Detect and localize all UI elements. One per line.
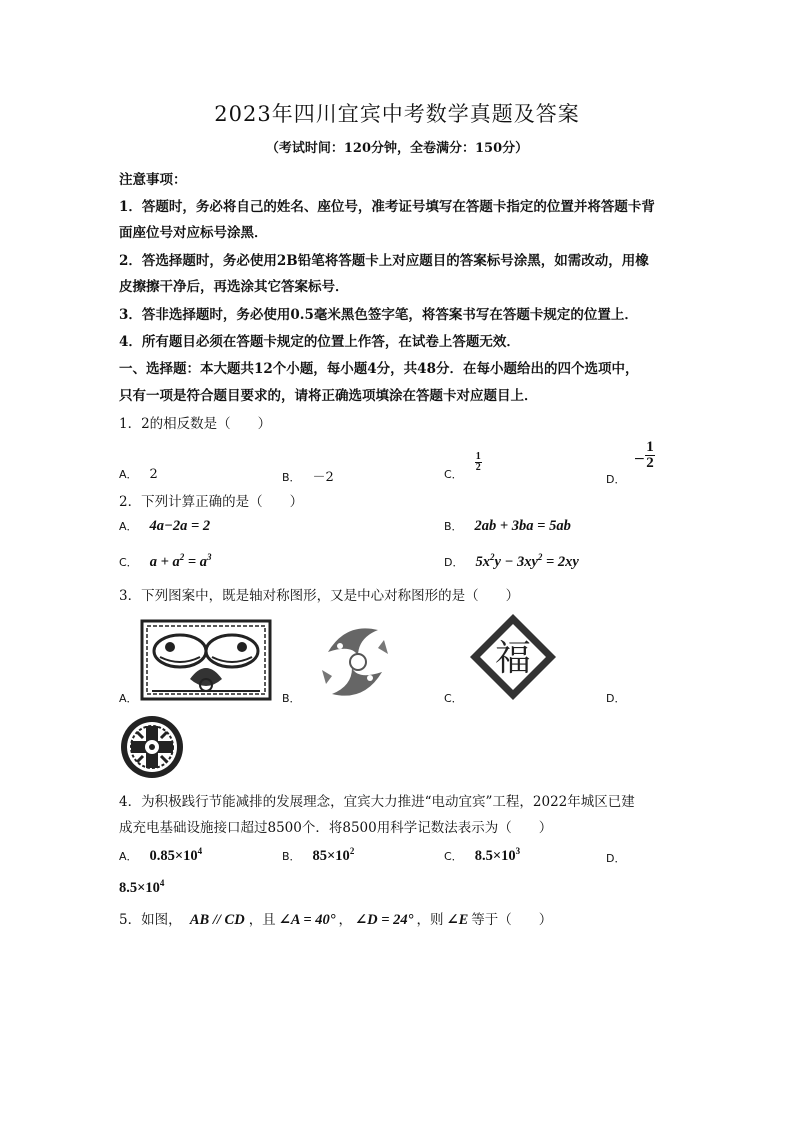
q2-stem: 2．下列计算正确的是（ ）: [119, 494, 304, 510]
q3-option-c-label: C．: [444, 692, 463, 705]
q4-option-b-label: B．: [282, 850, 301, 863]
q3-image-b-swirl-fish: [318, 622, 392, 702]
q2-option-b-label: B．: [444, 520, 463, 533]
note-1-line-a: 1．答题时，务必将自己的姓名、座位号，准考证号填写在答题卡指定的位置并将答题卡背: [119, 199, 655, 215]
q4-option-b-exp: 2: [349, 846, 355, 856]
q5-stem-part1: 5．如图，: [119, 912, 182, 928]
q2-option-c: [119, 552, 211, 571]
q4-option-d-base: 8.5×10: [119, 880, 160, 896]
q4-option-a: [119, 846, 202, 865]
q3-stem: 3．下列图案中，既是轴对称图形，又是中心对称图形的是（ ）: [119, 588, 520, 604]
q2-option-b-expr: 2ab + 3ba = 5ab: [474, 518, 571, 534]
section1-line-a: 一、选择题：本大题共12个小题，每小题4分，共48分．在每小题给出的四个选项中，: [119, 361, 639, 377]
q4-option-a-exp: 4: [197, 846, 203, 856]
q5-stem-part2: ，且: [248, 912, 276, 928]
q2-option-c-expr: [150, 554, 212, 570]
q4-stem-line-a: 4．为积极践行节能减排的发展理念，宜宾大力推进“电动宜宾”工程，2022年城区已建: [119, 794, 635, 810]
q4-option-a-label: A．: [119, 850, 138, 863]
q2-option-d-part2: y − 3xy: [494, 554, 538, 570]
q2-option-d-label: D．: [444, 556, 464, 569]
q3-fu-character: 福: [494, 638, 532, 679]
note-1-line-b: 面座位号对应标号涂黑．: [119, 225, 268, 241]
note-2-line-b: 皮擦擦干净后，再选涂其它答案标号．: [119, 279, 349, 295]
q1-option-d-label: D．: [606, 473, 626, 486]
q2-option-a-expr: 4a−2a = 2: [149, 518, 211, 534]
q5-stem-part5: 等于（ ）: [471, 912, 553, 928]
q2-option-d-exp1: 2: [489, 552, 495, 562]
q2-option-b: [444, 518, 571, 535]
q2-option-d: [444, 552, 579, 571]
q4-option-b-expr: [313, 848, 355, 864]
q3-option-d: [606, 690, 637, 706]
q5-expr-angle-d: ∠D = 24°: [355, 912, 414, 928]
q4-option-d-expr-line: [119, 878, 164, 897]
q1-option-c-numerator: 1: [475, 451, 481, 462]
q1-option-a-value: 2: [149, 467, 158, 482]
q3-option-a: [119, 690, 150, 706]
q4-option-b-base: 85×10: [312, 848, 350, 864]
q2-option-d-expr: [475, 554, 578, 570]
q4-option-d-expr: [119, 880, 164, 896]
q4-option-d-exp: 4: [159, 878, 165, 888]
q1-option-b-label: B．: [282, 471, 301, 484]
q1-option-d-numerator: 1: [646, 439, 654, 455]
q1-option-c-fraction: [475, 452, 482, 473]
q3-option-b: [282, 690, 313, 706]
q4-option-c-exp: 3: [515, 846, 521, 856]
q4-option-c-base: 8.5×10: [474, 848, 516, 864]
page-title: 2023年四川宜宾中考数学真题及答案: [214, 102, 580, 126]
q1-option-b-value: －2: [312, 470, 334, 485]
q1-option-c: [444, 452, 482, 482]
q3-image-d-round-medallion: [119, 714, 185, 780]
q1-option-a-label: A．: [119, 468, 138, 481]
q4-stem-line-b: 成充电基础设施接口超过8500个．将8500用科学记数法表示为（ ）: [119, 820, 553, 836]
q5-stem-part3: ，: [338, 912, 353, 928]
q2-option-c-exp2: 3: [206, 552, 212, 562]
q2-option-d-part3: = 2xy: [542, 554, 579, 570]
q1-option-d-fraction: [645, 440, 655, 471]
q2-option-c-part2: = a: [184, 554, 207, 570]
q5-expr-parallel: AB // CD: [189, 912, 245, 928]
q3-option-d-label: D．: [606, 692, 626, 705]
note-3: 3．答非选择题时，务必使用0.5毫米黑色签字笔，将答案书写在答题卡规定的位置上．: [119, 307, 638, 323]
q2-option-d-part1: 5x: [475, 554, 490, 570]
q1-option-c-denominator: 2: [475, 462, 481, 473]
q2-option-c-exp1: 2: [179, 552, 185, 562]
q3-option-c: [444, 690, 475, 706]
q5-stem-part4: ，则: [416, 912, 444, 928]
q5-expr-angle-a: ∠A = 40°: [278, 912, 336, 928]
section1-line-b: 只有一项是符合题目要求的，请将正确选项填涂在答题卡对应题目上．: [119, 388, 538, 404]
q3-image-a-fish-papercut: [140, 619, 272, 701]
note-4: 4．所有题目必须在答题卡规定的位置上作答，在试卷上答题无效．: [119, 334, 520, 350]
q4-option-c-label: C．: [444, 850, 463, 863]
q2-option-c-label: C．: [119, 556, 138, 569]
note-2-line-a: 2．答选择题时，务必使用2B铅笔将答题卡上对应题目的答案标号涂黑，如需改动，用橡: [119, 253, 649, 269]
q4-option-c: [444, 846, 520, 865]
q3-option-b-label: B．: [282, 692, 301, 705]
q1-option-c-label: C．: [444, 468, 463, 481]
notes-heading: 注意事项：: [119, 172, 187, 188]
q4-option-a-base: 0.85×10: [149, 848, 198, 864]
q4-option-a-expr: [150, 848, 203, 864]
q4-option-c-expr: [475, 848, 520, 864]
q5-stem: [119, 908, 552, 929]
exam-subtitle: （考试时间：120分钟，全卷满分：150分）: [265, 141, 529, 156]
q1-option-a: [119, 466, 158, 482]
q2-option-a-label: A．: [119, 520, 138, 533]
q4-option-b: [282, 846, 354, 865]
q1-option-d-denominator: 2: [646, 455, 654, 471]
q1-stem: 1．2的相反数是（ ）: [119, 416, 272, 432]
q1-option-b: [282, 466, 334, 485]
q1-option-d: [606, 440, 655, 487]
q3-image-c-fu-diamond: [468, 612, 558, 702]
q5-expr-angle-e: ∠E: [446, 912, 469, 928]
q3-option-a-label: A．: [119, 692, 138, 705]
q2-option-d-exp2: 2: [537, 552, 543, 562]
q4-option-d: [606, 850, 637, 866]
q1-option-d-sign: −: [633, 451, 646, 467]
q4-option-d-label: D．: [606, 852, 626, 865]
q2-option-c-part1: a + a: [149, 554, 180, 570]
q2-option-a: [119, 518, 210, 535]
